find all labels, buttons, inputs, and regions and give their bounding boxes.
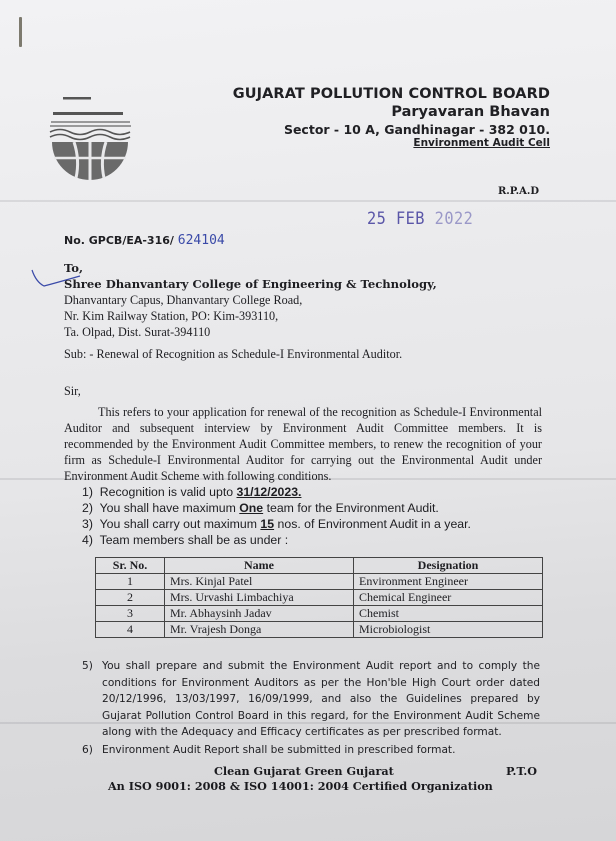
cell-name: Mr. Vrajesh Donga: [165, 622, 354, 638]
condition-text: You shall carry out maximum: [99, 517, 261, 531]
cell-sr-no: 3: [96, 606, 165, 622]
condition-number: 3): [82, 517, 93, 531]
cell-sr-no: 1: [96, 574, 165, 590]
condition-number: 4): [82, 533, 93, 547]
cell-name: Mrs. Urvashi Limbachiya: [165, 590, 354, 606]
organization-name: GUJARAT POLLUTION CONTROL BOARD: [232, 86, 550, 102]
condition-text: You shall have maximum: [99, 501, 240, 515]
column-header-sr-no: Sr. No.: [96, 558, 165, 574]
body-paragraph: [64, 404, 542, 484]
reference-number: [64, 233, 225, 248]
condition-number: 6): [82, 744, 93, 756]
condition-number: 5): [82, 660, 93, 672]
to-label: To,: [64, 261, 84, 275]
team-members-table: [95, 557, 543, 638]
cell-designation: Environment Engineer: [354, 574, 543, 590]
condition-item-6: [82, 742, 540, 759]
paper-fold-line: [0, 200, 616, 202]
building-name: Paryavaran Bhavan: [391, 104, 550, 120]
condition-number: 1): [82, 485, 93, 499]
addressee-line: Nr. Kim Railway Station, PO: Kim-393110,: [64, 309, 279, 323]
cell-sr-no: 4: [96, 622, 165, 638]
condition-item: [82, 517, 471, 531]
condition-text: Environment Audit Report shall be submitted in prescribed format.: [102, 744, 456, 756]
condition-text: You shall prepare and submit the Environment Audit report and to comply the conditions for Environment Auditors as per the Hon'ble High Court order dated 20/12/1996, 13/03/1997, 16/09/1999, and also the Guidelines prepared by Gujarat Pollution Control Board in this regard, for the Environment Audit Scheme along with the Adequacy and Efficacy certificates as per prescribed format.: [102, 660, 540, 739]
gpcb-globe-logo-icon: [48, 92, 138, 182]
cell-sr-no: 2: [96, 590, 165, 606]
condition-emphasis: 31/12/2023.: [236, 485, 302, 499]
handwritten-reference: 624104: [177, 233, 225, 248]
table-header-row: [96, 558, 543, 574]
addressee-name: Shree Dhanvantary College of Engineering & Technology,: [64, 277, 437, 291]
condition-item-5: [82, 658, 540, 741]
condition-text: team for the Environment Audit.: [263, 501, 439, 515]
cell-designation: Chemical Engineer: [354, 590, 543, 606]
condition-item: [82, 501, 439, 515]
condition-emphasis: 15: [260, 517, 275, 531]
footer-certification: An ISO 9001: 2008 & ISO 14001: 2004 Certified Organization: [108, 779, 493, 793]
table-row: [96, 574, 543, 590]
organization-address: Sector - 10 A, Gandhinagar - 382 010.: [283, 122, 550, 137]
column-header-designation: Designation: [354, 558, 543, 574]
table-row: [96, 622, 543, 638]
department-cell: Environment Audit Cell: [413, 137, 550, 149]
date-stamp-year: 2022: [434, 209, 474, 229]
cell-designation: Chemist: [354, 606, 543, 622]
condition-number: 2): [82, 501, 93, 515]
condition-text: Recognition is valid upto: [99, 485, 237, 499]
condition-item: [82, 485, 301, 499]
date-stamp-day-month: 25 FEB: [367, 209, 425, 229]
delivery-mode: R.P.A.D: [498, 186, 540, 197]
cell-name: Mr. Abhaysinh Jadav: [165, 606, 354, 622]
table-row: [96, 606, 543, 622]
condition-text: Team members shall be as under :: [99, 533, 289, 547]
footer-slogan: Clean Gujarat Green Gujarat: [214, 764, 394, 778]
column-header-name: Name: [165, 558, 354, 574]
page-turn-over-note: P.T.O: [506, 764, 537, 778]
condition-item: [82, 533, 288, 547]
cell-designation: Microbiologist: [354, 622, 543, 638]
condition-text: nos. of Environment Audit in a year.: [274, 517, 471, 531]
salutation: Sir,: [64, 384, 81, 398]
subject-line: Sub: - Renewal of Recognition as Schedule-I Environmental Auditor.: [64, 347, 403, 361]
date-stamp: [367, 209, 473, 229]
addressee-block: [64, 260, 437, 340]
addressee-line: Ta. Olpad, Dist. Surat-394110: [64, 325, 211, 339]
table-row: [96, 590, 543, 606]
cell-name: Mrs. Kinjal Patel: [165, 574, 354, 590]
addressee-line: Dhanvantary Capus, Dhanvantary College Road,: [64, 293, 303, 307]
condition-emphasis: One: [239, 501, 264, 515]
body-paragraph-text: This refers to your application for renewal of the recognition as Schedule-I Environmental Auditor and subsequent interview by Environment Audit Committee members. It is recommended by the Environment Audit Committee members, to renew the recognition of your firm as Schedule-I Environmental Auditor for carrying out the Environmental Audit under Environment Audit Scheme with following conditions.: [64, 405, 542, 483]
staple-mark: [19, 17, 22, 47]
reference-prefix: No. GPCB/EA-316/: [64, 234, 174, 247]
